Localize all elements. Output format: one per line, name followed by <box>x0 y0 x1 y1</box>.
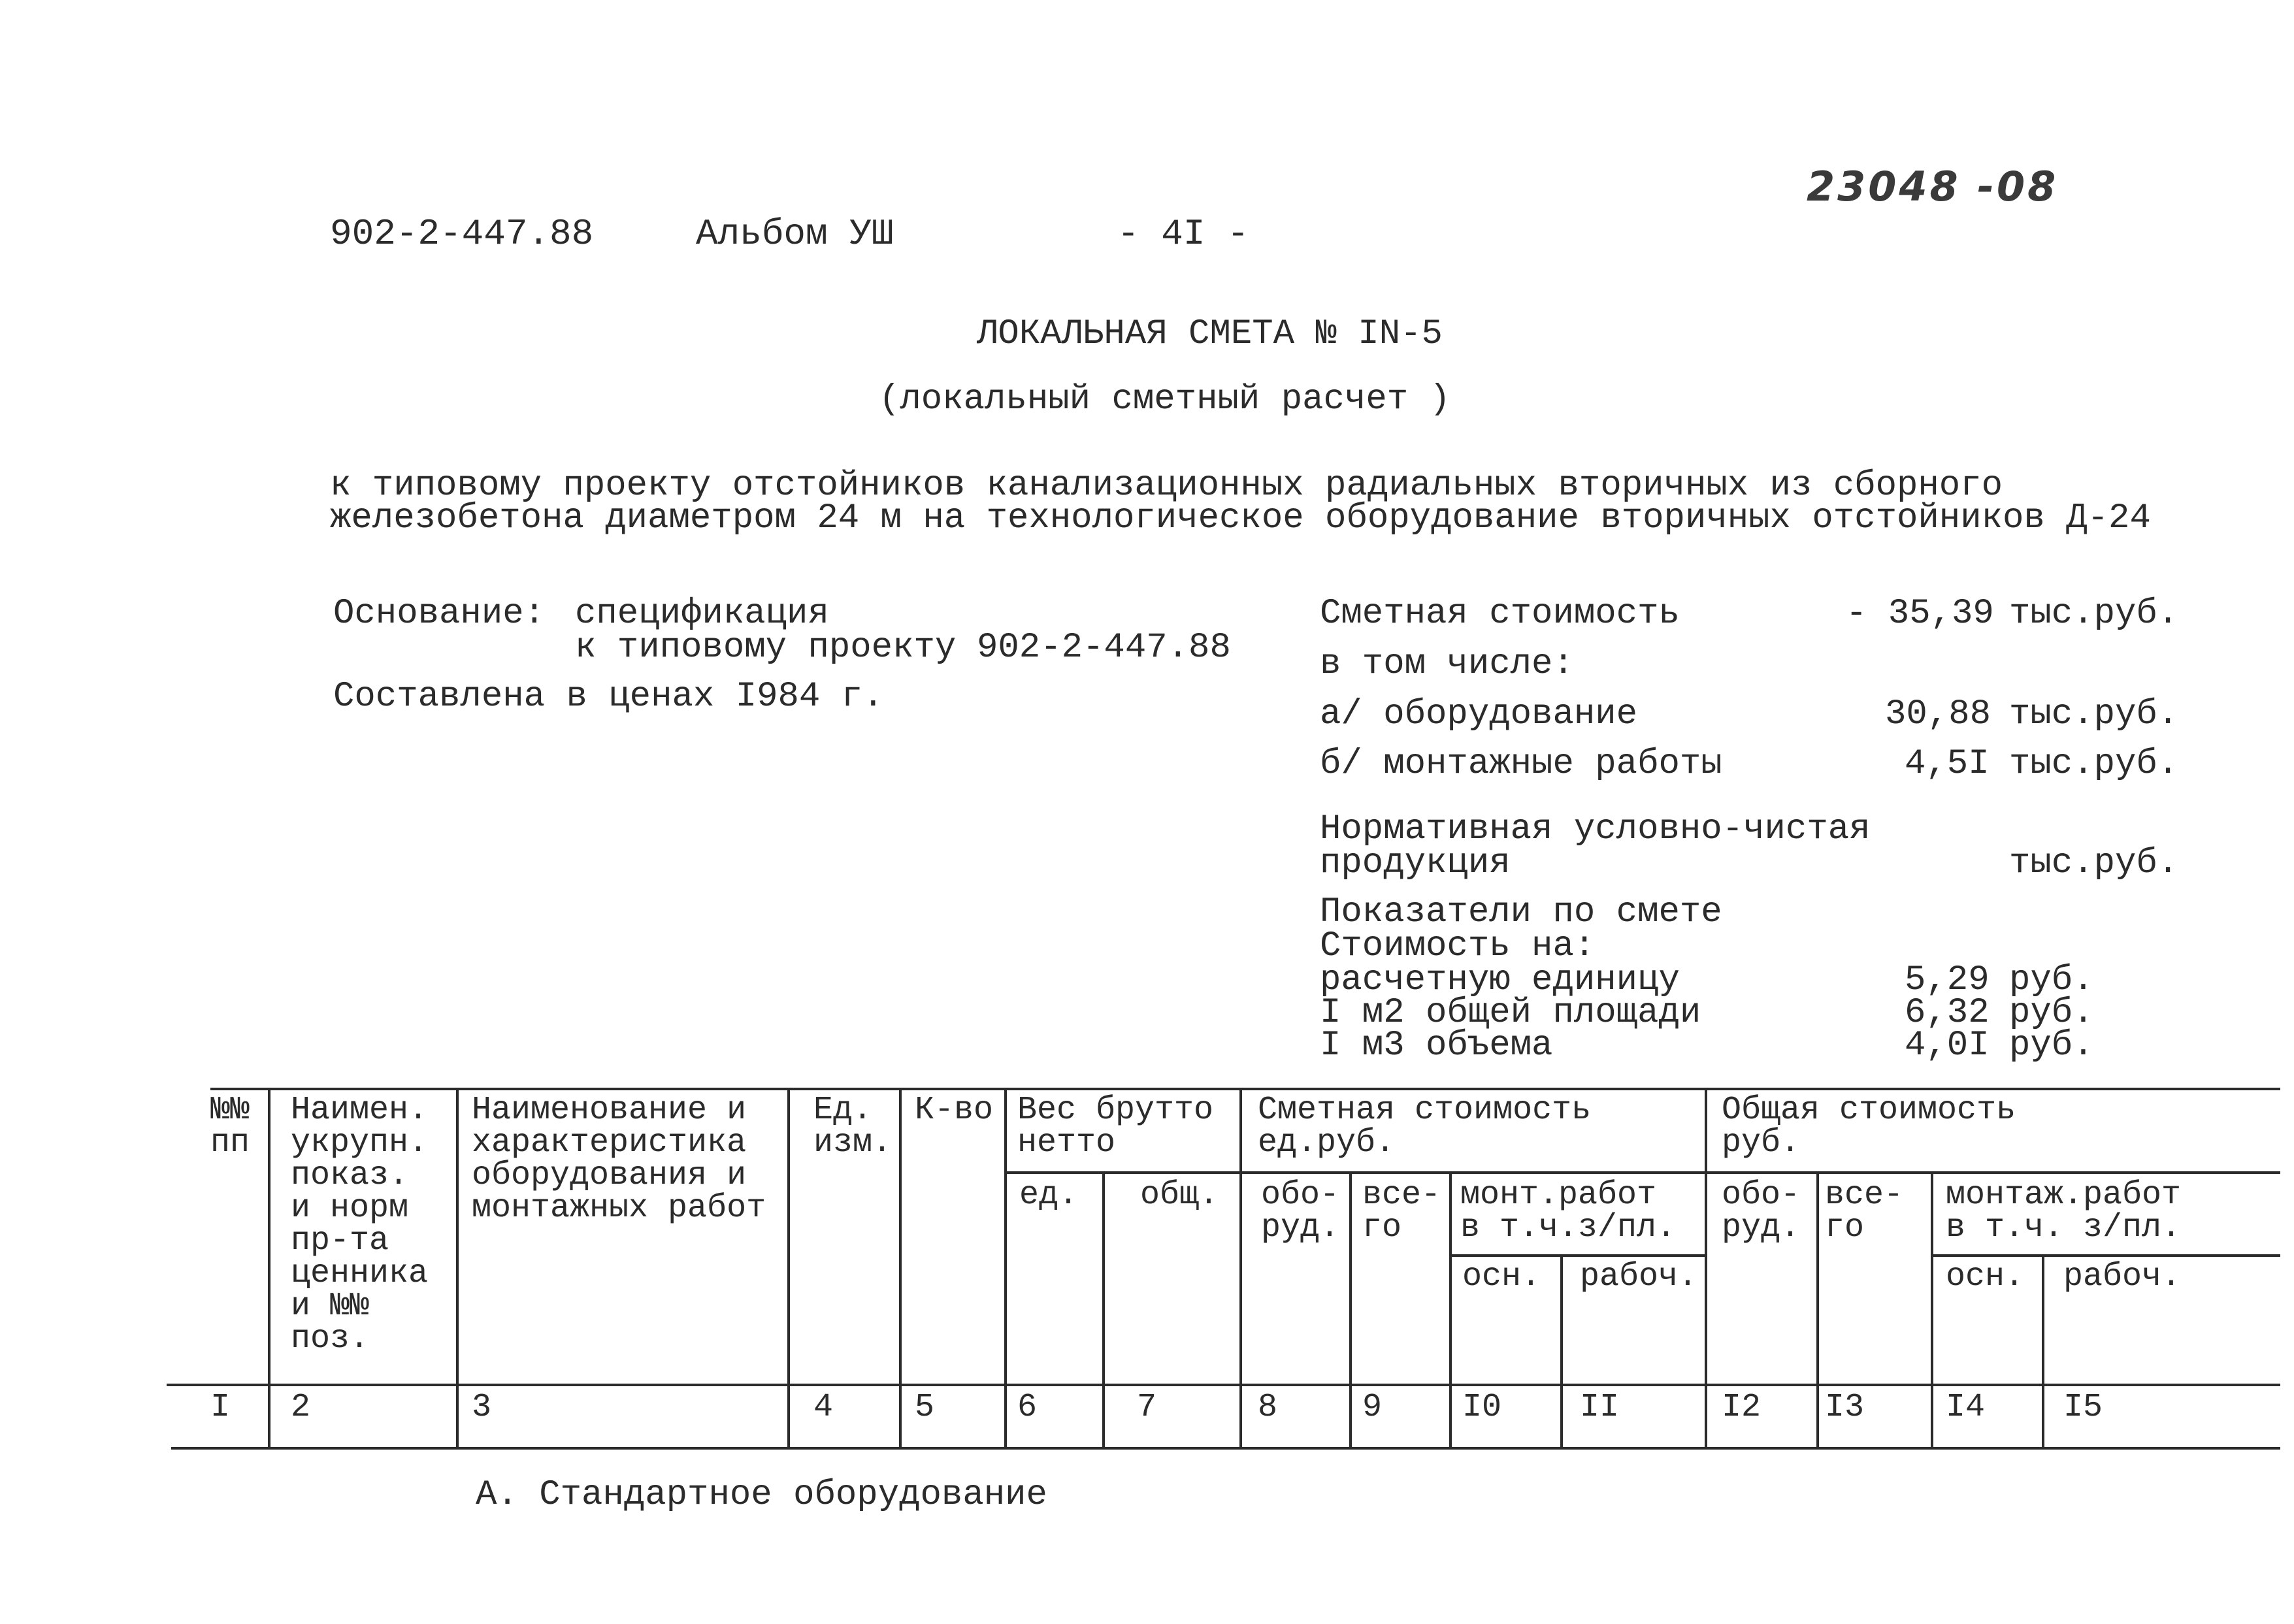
subject-line-1: к типовому проекту отстойников канализационных радиальных вторичных из сборного <box>330 466 2003 506</box>
header-total: Общая стоимость руб. <box>1722 1092 2016 1161</box>
table-top-line <box>210 1088 2280 1090</box>
section-heading: А. Стандартное оборудование <box>476 1475 1047 1515</box>
doc-code: 902-2-447.88 <box>330 213 594 255</box>
basis-text-2: к типовому проекту <box>575 628 957 668</box>
col-sep-2 <box>456 1088 459 1450</box>
col-number: I4 <box>1946 1389 1986 1426</box>
volume-unit: руб. <box>2009 1026 2094 1065</box>
page-title: ЛОКАЛЬНАЯ СМЕТА № IN-5 <box>977 314 1443 354</box>
header-unit: Ед. изм. <box>813 1092 893 1161</box>
install-unit: тыс.руб. <box>2009 744 2179 784</box>
header-weight: Вес брутто нетто <box>1017 1092 1214 1161</box>
header-qty: К-во <box>915 1092 994 1129</box>
basis-text-1: спецификация <box>575 594 829 634</box>
volume-value: 4,0I <box>1905 1026 1990 1065</box>
header-cost-rab: рабоч. <box>1580 1258 1698 1295</box>
table-sub-line-cost <box>1239 1171 1705 1174</box>
header-cost-mont: монт.работ в т.ч.з/пл. <box>1460 1177 1677 1246</box>
equip-unit: тыс.руб. <box>2009 694 2179 734</box>
header-cost-osn: осн. <box>1462 1258 1541 1295</box>
table-sub-line-mont-total <box>1931 1254 2280 1257</box>
unit-unit: руб. <box>2009 960 2094 1000</box>
table-sub-line-total <box>1705 1171 2280 1174</box>
col-number: I2 <box>1722 1389 1761 1426</box>
equip-label: а/ оборудование <box>1320 694 1638 734</box>
basis-code: 902-2-447.88 <box>977 628 1231 668</box>
header-total-all: все- го <box>1825 1177 1904 1246</box>
col-sep-12 <box>1816 1171 1819 1450</box>
col-sep-6 <box>1102 1171 1105 1450</box>
col-number: 5 <box>915 1389 935 1426</box>
header-cost-equip: обо- руд. <box>1261 1177 1340 1246</box>
table-sub-line-mont-cost <box>1449 1254 1705 1257</box>
unit-value: 5,29 <box>1905 960 1990 1000</box>
header-total-equip: обо- руд. <box>1722 1177 1801 1246</box>
indicators-label: Показатели по смете <box>1320 892 1722 932</box>
area-label: I м2 общей площади <box>1320 993 1701 1033</box>
header-weight-unit: ед. <box>1019 1177 1079 1214</box>
cost-value: - 35,39 <box>1846 594 1994 634</box>
col-sep-7 <box>1239 1088 1242 1450</box>
including-label: в том числе: <box>1320 644 1574 684</box>
col-sep-8 <box>1349 1171 1352 1450</box>
table-numbers-bottom-line <box>171 1447 2280 1450</box>
col-number: I3 <box>1825 1389 1865 1426</box>
col-number: II <box>1580 1389 1620 1426</box>
cost-per-label: Стоимость на: <box>1320 926 1596 966</box>
page-subtitle: (локальный сметный расчет ) <box>879 380 1450 419</box>
col-number: 6 <box>1017 1389 1038 1426</box>
header-total-rab: рабоч. <box>2063 1258 2182 1295</box>
col-number: 7 <box>1137 1389 1157 1426</box>
col-number: I5 <box>2063 1389 2103 1426</box>
table-header-bottom-line <box>167 1384 2280 1386</box>
col-sep-1 <box>268 1088 270 1450</box>
col-number: I0 <box>1462 1389 1502 1426</box>
col-sep-13 <box>1931 1171 1933 1450</box>
equip-value: 30,88 <box>1885 694 1991 734</box>
col-number: 8 <box>1258 1389 1278 1426</box>
table-sub-line-weight <box>1004 1171 1239 1174</box>
col-sep-10 <box>1560 1254 1563 1450</box>
header-cost: Сметная стоимость ед.руб. <box>1258 1092 1592 1161</box>
area-value: 6,32 <box>1905 993 1990 1033</box>
col-number: 4 <box>813 1389 834 1426</box>
basis-prices: Составлена в ценах I984 г. <box>333 677 884 717</box>
col-sep-11 <box>1705 1088 1707 1450</box>
col-sep-3 <box>787 1088 790 1450</box>
header-code: Наимен. укрупн. показ. и норм пр-та ценника и №№ поз. <box>291 1092 429 1357</box>
col-number: 3 <box>472 1389 492 1426</box>
header-weight-total: общ. <box>1140 1177 1219 1214</box>
page-number: - 4I - <box>1117 213 1249 255</box>
area-unit: руб. <box>2009 993 2094 1033</box>
header-name: Наименование и характеристика оборудования и монтажных работ <box>472 1092 766 1227</box>
header-total-mont: монтаж.работ в т.ч. з/пл. <box>1946 1177 2182 1246</box>
col-sep-9 <box>1449 1171 1452 1450</box>
col-sep-5 <box>1004 1088 1007 1450</box>
col-number: I <box>210 1389 231 1426</box>
volume-label: I м3 объема <box>1320 1026 1553 1065</box>
cost-label: Сметная стоимость <box>1320 594 1680 634</box>
norm-label-2: продукция <box>1320 843 1511 883</box>
stamp-number: 23048 -08 <box>1807 163 2059 210</box>
unit-label: расчетную единицу <box>1320 960 1680 1000</box>
subject-line-2: железобетона диаметром 24 м на технологическое оборудование вторичных отстойников Д-24 <box>330 498 2151 538</box>
header-cost-all: все- го <box>1362 1177 1441 1246</box>
cost-unit: тыс.руб. <box>2009 594 2179 634</box>
col-number: 2 <box>291 1389 311 1426</box>
norm-unit: тыс.руб. <box>2009 843 2179 883</box>
norm-label-1: Нормативная условно-чистая <box>1320 809 1871 849</box>
install-label: б/ монтажные работы <box>1320 744 1722 784</box>
col-number: 9 <box>1362 1389 1383 1426</box>
col-sep-4 <box>899 1088 902 1450</box>
header-num: №№ пп <box>210 1092 250 1161</box>
install-value: 4,5I <box>1905 744 1990 784</box>
basis-label: Основание: <box>333 594 546 634</box>
col-sep-14 <box>2042 1254 2044 1450</box>
header-total-osn: осн. <box>1946 1258 2025 1295</box>
album-label: Альбом УШ <box>696 213 894 255</box>
